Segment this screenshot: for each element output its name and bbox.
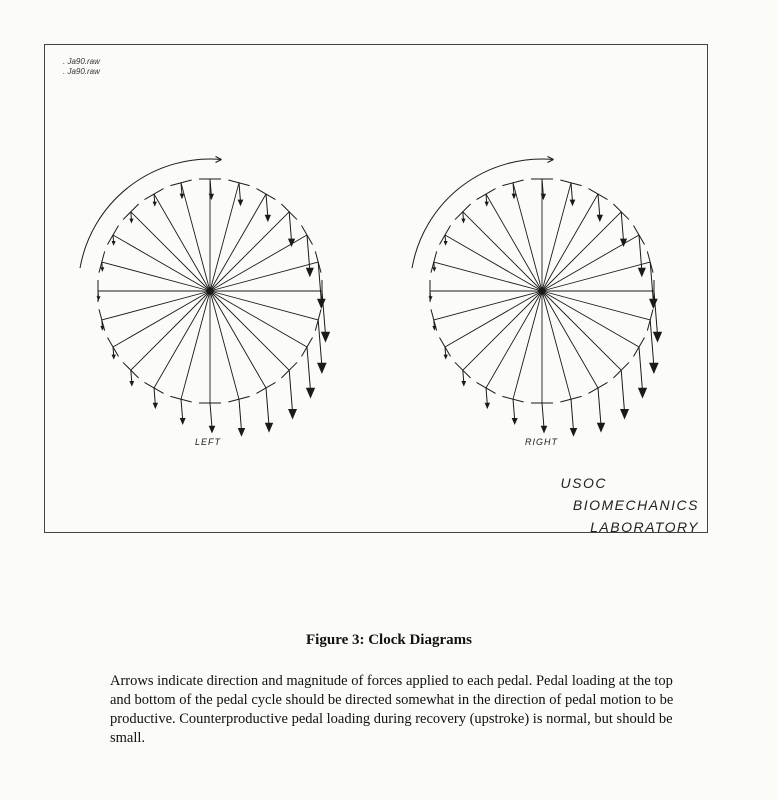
left-force-line-13 [181,399,183,420]
left-force-arrowhead-20 [112,241,116,246]
right-force-line-2 [598,194,600,217]
right-crank-center [539,288,545,294]
left-force-arrowhead-16 [112,355,116,360]
right-force-arrowhead-21 [461,219,465,224]
left-spoke-8 [210,291,307,347]
right-force-arrowhead-14 [485,403,490,409]
right-force-arrowhead-10 [597,423,605,433]
left-spoke-3 [210,212,289,291]
left-spoke-21 [131,212,210,291]
left-force-arrowhead-2 [265,215,271,222]
right-force-arrowhead-16 [444,355,448,360]
left-force-arrowhead-8 [306,388,315,399]
left-force-arrowhead-15 [129,381,134,387]
right-spoke-5 [542,262,650,291]
left-force-arrowhead-19 [100,267,104,272]
right-spoke-15 [463,291,542,370]
right-spoke-21 [463,212,542,291]
right-spoke-9 [542,291,621,370]
file-label-2: . Ja90.raw [63,67,100,76]
left-spoke-1 [210,183,239,291]
left-force-arrowhead-13 [180,418,186,425]
left-force-arrowhead-0 [209,194,214,200]
left-force-arrowhead-1 [238,200,244,207]
left-diagram-label: LEFT [195,437,222,447]
right-force-arrowhead-8 [638,388,647,399]
right-force-arrowhead-7 [649,363,659,374]
left-force-arrowhead-14 [153,403,158,409]
lab-name-line-3: LABORATORY [590,519,699,535]
left-force-arrowhead-6 [321,332,330,343]
file-label-1: . Ja90.raw [63,57,100,66]
left-force-line-7 [318,320,322,366]
right-force-arrowhead-9 [620,409,629,420]
right-spoke-7 [542,291,650,320]
right-force-line-11 [571,399,574,430]
figure-title: Figure 3: Clock Diagrams [306,632,472,648]
right-force-line-12 [542,403,544,428]
left-spoke-20 [113,235,210,291]
right-force-arrowhead-4 [638,268,646,277]
right-force-arrowhead-5 [649,299,658,309]
right-force-line-1 [571,183,572,202]
left-spoke-4 [210,235,307,291]
left-force-line-6 [322,291,326,335]
right-force-arrowhead-23 [512,194,517,200]
left-spoke-19 [102,262,210,291]
right-spoke-2 [542,194,598,291]
right-force-line-6 [654,291,658,335]
right-spoke-23 [513,183,542,291]
left-force-arrowhead-23 [180,194,185,200]
left-force-line-2 [266,194,268,217]
left-force-arrowhead-21 [129,219,133,224]
left-force-arrowhead-7 [317,363,327,374]
left-spoke-2 [210,194,266,291]
left-force-line-15 [131,370,132,382]
left-crank-center [207,288,213,294]
left-force-line-11 [239,399,242,430]
right-force-line-15 [463,370,464,382]
left-spoke-10 [210,291,266,388]
right-force-arrowhead-1 [570,200,576,207]
left-force-line-1 [239,183,240,202]
right-spoke-22 [486,194,542,291]
left-spoke-5 [210,262,318,291]
right-spoke-14 [486,291,542,388]
lab-name-line-1: USOC [560,475,607,491]
left-force-arrowhead-11 [238,428,246,437]
left-force-arrowhead-22 [153,202,157,207]
right-spoke-17 [434,291,542,320]
right-spoke-8 [542,291,639,347]
left-spoke-11 [210,291,239,399]
left-spoke-17 [102,291,210,320]
right-spoke-1 [542,183,571,291]
left-force-line-14 [154,388,155,405]
right-force-arrowhead-19 [432,267,436,272]
right-spoke-19 [434,262,542,291]
left-spoke-9 [210,291,289,370]
left-force-line-10 [266,388,269,426]
left-force-arrowhead-10 [265,423,273,433]
figure-frame [44,44,708,533]
left-force-arrowhead-18 [97,296,101,301]
left-force-arrowhead-5 [317,299,326,309]
left-spoke-15 [131,291,210,370]
left-spoke-16 [113,291,210,347]
right-force-line-8 [639,347,643,391]
left-spoke-13 [181,291,210,399]
left-force-arrowhead-4 [306,268,314,277]
right-force-line-14 [486,388,487,405]
right-force-arrowhead-12 [541,426,548,434]
right-force-line-7 [650,320,654,366]
left-force-line-9 [289,370,292,412]
lab-name-line-2: BIOMECHANICS [572,497,699,513]
right-force-arrowhead-22 [485,202,489,207]
right-spoke-16 [445,291,542,347]
clock-diagrams-svg [45,45,707,532]
figure-caption: Arrows indicate direction and magnitude of forces applied to each pedal. Pedal loading at the top and bottom of the pedal cycle should be directed somewhat in the direction of pedal motion to be productive. Counterproductive pedal loading during recovery (upstroke) is normal, but should be small. [110,673,674,746]
right-force-arrowhead-15 [461,381,466,387]
left-force-arrowhead-12 [209,426,216,434]
right-spoke-10 [542,291,598,388]
left-force-line-8 [307,347,311,391]
left-rotation-arc [80,159,221,268]
right-force-arrowhead-0 [541,194,546,200]
left-spoke-23 [181,183,210,291]
right-force-arrowhead-11 [570,428,578,437]
left-force-line-12 [210,403,212,428]
right-spoke-3 [542,212,621,291]
left-spoke-22 [154,194,210,291]
left-spoke-7 [210,291,318,320]
right-spoke-11 [542,291,571,399]
right-rotation-arc [412,159,553,268]
right-force-line-13 [513,399,515,420]
right-force-arrowhead-2 [597,215,603,222]
right-force-arrowhead-13 [512,418,518,425]
right-force-line-10 [598,388,601,426]
right-force-arrowhead-20 [444,241,448,246]
right-force-arrowhead-18 [429,296,433,301]
left-force-line-3 [289,212,291,241]
right-spoke-4 [542,235,639,291]
right-diagram-label: RIGHT [525,437,558,447]
right-force-arrowhead-6 [653,332,662,343]
right-force-line-3 [621,212,623,241]
left-force-arrowhead-9 [288,409,297,420]
left-spoke-14 [154,291,210,388]
right-spoke-13 [513,291,542,399]
right-force-line-9 [621,370,624,412]
right-spoke-20 [445,235,542,291]
